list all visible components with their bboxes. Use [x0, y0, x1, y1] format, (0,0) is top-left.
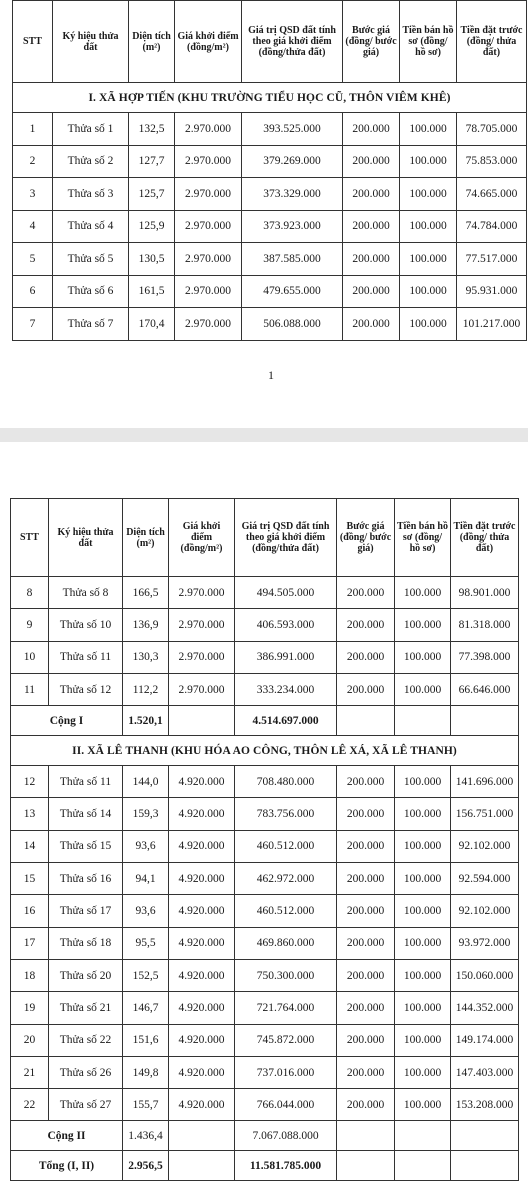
cell-tien-dat-truoc: 141.696.000: [451, 766, 519, 798]
cell-gia-khoi-diem: 2.970.000: [175, 308, 242, 341]
cell-stt: 14: [11, 830, 49, 862]
cell-tien-ban-ho-so: 100.000: [395, 577, 451, 609]
cell-tien-dat-truoc: 78.705.000: [457, 113, 527, 146]
cell-stt: 11: [11, 673, 49, 705]
cell-gia-khoi-diem: 4.920.000: [169, 927, 235, 959]
cell-buoc-gia: 200.000: [343, 178, 400, 211]
cell-tien-dat-truoc: 98.901.000: [451, 577, 519, 609]
cell-tien-ban-ho-so: 100.000: [400, 178, 457, 211]
land-auction-table-page-2: [10, 498, 519, 1181]
cell-dien-tich: 152,5: [123, 959, 169, 991]
cell-gia-khoi-diem: 2.970.000: [169, 673, 235, 705]
cell-tien-dat-truoc: 92.102.000: [451, 830, 519, 862]
cell-gia-khoi-diem: 2.970.000: [175, 275, 242, 308]
cell-buoc-gia: 200.000: [337, 895, 395, 927]
cell-gia-khoi-diem: 4.920.000: [169, 959, 235, 991]
table-row: [13, 178, 527, 211]
cell-ky-hieu: Thửa số 6: [53, 275, 129, 308]
table-row: [11, 959, 519, 991]
cell-tien-dat-truoc: 144.352.000: [451, 992, 519, 1024]
cell-gia-khoi-diem: 2.970.000: [175, 145, 242, 178]
cell-buoc-gia: 200.000: [337, 1024, 395, 1056]
section-title: II. XÃ LÊ THANH (KHU HÓA AO CÔNG, THÔN LÊ XÁ, XÃ LÊ THANH): [11, 736, 519, 766]
cell-stt: 3: [13, 178, 53, 211]
cell-tien-ban-ho-so: 100.000: [395, 798, 451, 830]
header-gia-khoi-diem: Giá khởi điểm (đồng/m²): [169, 499, 235, 577]
cell-tien-ban-ho-so: 100.000: [395, 766, 451, 798]
cell-dien-tich: 132,5: [129, 113, 175, 146]
cell-tien-ban-ho-so: 100.000: [395, 895, 451, 927]
table-body-page-1: [13, 113, 527, 341]
cell-stt: 18: [11, 959, 49, 991]
cell-gia-khoi-diem: 2.970.000: [169, 577, 235, 609]
cell-gia-tri-qsd: 479.655.000: [242, 275, 343, 308]
cell-buoc-gia: 200.000: [337, 1089, 395, 1121]
cell-gia-khoi-diem: 4.920.000: [169, 1089, 235, 1121]
cell-gia-tri-qsd: 333.234.000: [235, 673, 337, 705]
cell-stt: 8: [11, 577, 49, 609]
cell-dien-tich: 149,8: [123, 1056, 169, 1088]
table-row: [11, 1089, 519, 1121]
section-row-le-thanh: [11, 736, 519, 766]
cell-gia-tri-qsd: 387.585.000: [242, 243, 343, 276]
cell-tien-dat-truoc: 92.594.000: [451, 863, 519, 895]
cell-stt: 16: [11, 895, 49, 927]
empty-cell: [395, 706, 451, 736]
table-row: [11, 863, 519, 895]
table-row: [11, 766, 519, 798]
cell-gia-tri-qsd: 708.480.000: [235, 766, 337, 798]
section-row-hop-tien: [13, 83, 527, 113]
header-stt: STT: [13, 1, 53, 83]
cell-ky-hieu: Thửa số 18: [49, 927, 123, 959]
cell-buoc-gia: 200.000: [337, 798, 395, 830]
subtotal-2-value: 7.067.088.000: [235, 1121, 337, 1151]
table-header-row: [13, 1, 527, 83]
cell-tien-dat-truoc: 93.972.000: [451, 927, 519, 959]
table-row: [11, 673, 519, 705]
cell-stt: 20: [11, 1024, 49, 1056]
cell-tien-dat-truoc: 153.208.000: [451, 1089, 519, 1121]
cell-gia-tri-qsd: 494.505.000: [235, 577, 337, 609]
cell-tien-ban-ho-so: 100.000: [400, 243, 457, 276]
cell-buoc-gia: 200.000: [343, 275, 400, 308]
cell-ky-hieu: Thửa số 27: [49, 1089, 123, 1121]
subtotal-2-label: Cộng II: [11, 1121, 123, 1151]
cell-gia-khoi-diem: 2.970.000: [175, 113, 242, 146]
cell-dien-tich: 166,5: [123, 577, 169, 609]
table-body-section-1: [11, 577, 519, 706]
cell-gia-khoi-diem: 4.920.000: [169, 1056, 235, 1088]
cell-buoc-gia: 200.000: [337, 830, 395, 862]
section-title: I. XÃ HỢP TIẾN (KHU TRƯỜNG TIỂU HỌC CŨ, THÔN VIÊM KHÊ): [13, 83, 527, 113]
cell-ky-hieu: Thửa số 16: [49, 863, 123, 895]
subtotal-2-area: 1.436,4: [123, 1121, 169, 1151]
header-ky-hieu: Ký hiệu thửa đất: [53, 1, 129, 83]
cell-tien-ban-ho-so: 100.000: [400, 145, 457, 178]
cell-ky-hieu: Thửa số 7: [53, 308, 129, 341]
cell-buoc-gia: 200.000: [343, 145, 400, 178]
cell-gia-khoi-diem: 4.920.000: [169, 992, 235, 1024]
cell-dien-tich: 93,6: [123, 830, 169, 862]
cell-ky-hieu: Thửa số 1: [53, 113, 129, 146]
cell-tien-ban-ho-so: 100.000: [400, 308, 457, 341]
cell-tien-dat-truoc: 81.318.000: [451, 609, 519, 641]
cell-tien-dat-truoc: 77.398.000: [451, 641, 519, 673]
header-gia-tri-qsd: Giá trị QSD đất tính theo giá khởi điểm (đồng/thửa đất): [235, 499, 337, 577]
cell-ky-hieu: Thửa số 15: [49, 830, 123, 862]
land-auction-table-page-1: [12, 0, 527, 341]
cell-ky-hieu: Thửa số 17: [49, 895, 123, 927]
cell-gia-khoi-diem: 2.970.000: [175, 243, 242, 276]
cell-dien-tich: 155,7: [123, 1089, 169, 1121]
table-row: [13, 145, 527, 178]
cell-gia-khoi-diem: 2.970.000: [175, 178, 242, 211]
cell-dien-tich: 144,0: [123, 766, 169, 798]
table-row: [13, 243, 527, 276]
table-row: [13, 275, 527, 308]
cell-gia-tri-qsd: 386.991.000: [235, 641, 337, 673]
cell-ky-hieu: Thửa số 11: [49, 766, 123, 798]
cell-ky-hieu: Thửa số 11: [49, 641, 123, 673]
table-row: [11, 927, 519, 959]
empty-cell: [337, 706, 395, 736]
cell-ky-hieu: Thửa số 5: [53, 243, 129, 276]
cell-tien-dat-truoc: 147.403.000: [451, 1056, 519, 1088]
cell-tien-dat-truoc: 74.665.000: [457, 178, 527, 211]
cell-tien-dat-truoc: 77.517.000: [457, 243, 527, 276]
table-row: [13, 210, 527, 243]
cell-stt: 22: [11, 1089, 49, 1121]
table-row: [13, 113, 527, 146]
header-dien-tich: Diện tích (m²): [123, 499, 169, 577]
cell-gia-tri-qsd: 506.088.000: [242, 308, 343, 341]
cell-gia-tri-qsd: 393.525.000: [242, 113, 343, 146]
cell-dien-tich: 170,4: [129, 308, 175, 341]
table-row: [11, 1056, 519, 1088]
cell-stt: 13: [11, 798, 49, 830]
grand-total-label: Tổng (I, II): [11, 1151, 123, 1181]
cell-ky-hieu: Thửa số 8: [49, 577, 123, 609]
grand-total-row: [11, 1151, 519, 1181]
cell-stt: 12: [11, 766, 49, 798]
cell-gia-tri-qsd: 469.860.000: [235, 927, 337, 959]
table-row: [11, 609, 519, 641]
cell-tien-dat-truoc: 150.060.000: [451, 959, 519, 991]
table-row: [11, 641, 519, 673]
cell-gia-tri-qsd: 745.872.000: [235, 1024, 337, 1056]
cell-tien-ban-ho-so: 100.000: [400, 275, 457, 308]
subtotal-row-1: [11, 706, 519, 736]
cell-ky-hieu: Thửa số 14: [49, 798, 123, 830]
cell-buoc-gia: 200.000: [343, 113, 400, 146]
empty-cell: [451, 706, 519, 736]
header-tien-dat-truoc: Tiền đặt trước (đồng/ thửa đất): [451, 499, 519, 577]
cell-tien-dat-truoc: 74.784.000: [457, 210, 527, 243]
header-gia-khoi-diem: Giá khởi điểm (đồng/m²): [175, 1, 242, 83]
cell-ky-hieu: Thửa số 2: [53, 145, 129, 178]
cell-gia-khoi-diem: 4.920.000: [169, 830, 235, 862]
cell-tien-ban-ho-so: 100.000: [395, 641, 451, 673]
cell-buoc-gia: 200.000: [337, 609, 395, 641]
cell-dien-tich: 112,2: [123, 673, 169, 705]
table-row: [11, 577, 519, 609]
subtotal-1-value: 4.514.697.000: [235, 706, 337, 736]
table-row: [11, 992, 519, 1024]
table-row: [11, 830, 519, 862]
cell-gia-khoi-diem: 4.920.000: [169, 895, 235, 927]
cell-stt: 6: [13, 275, 53, 308]
cell-tien-dat-truoc: 101.217.000: [457, 308, 527, 341]
cell-gia-khoi-diem: 4.920.000: [169, 798, 235, 830]
header-buoc-gia: Bước giá (đồng/ bước giá): [337, 499, 395, 577]
cell-gia-tri-qsd: 373.329.000: [242, 178, 343, 211]
cell-gia-tri-qsd: 460.512.000: [235, 830, 337, 862]
empty-cell: [337, 1121, 395, 1151]
cell-tien-ban-ho-so: 100.000: [395, 830, 451, 862]
cell-buoc-gia: 200.000: [337, 992, 395, 1024]
header-ky-hieu: Ký hiệu thửa đất: [49, 499, 123, 577]
cell-tien-dat-truoc: 75.853.000: [457, 145, 527, 178]
cell-buoc-gia: 200.000: [337, 927, 395, 959]
cell-ky-hieu: Thửa số 21: [49, 992, 123, 1024]
cell-gia-tri-qsd: 737.016.000: [235, 1056, 337, 1088]
cell-buoc-gia: 200.000: [343, 210, 400, 243]
cell-buoc-gia: 200.000: [337, 577, 395, 609]
header-gia-tri-qsd: Giá trị QSD đất tính theo giá khởi điểm (đồng/thửa đất): [242, 1, 343, 83]
empty-cell: [395, 1121, 451, 1151]
cell-tien-dat-truoc: 92.102.000: [451, 895, 519, 927]
table-header-row: [11, 499, 519, 577]
empty-cell: [451, 1121, 519, 1151]
cell-tien-ban-ho-so: 100.000: [400, 113, 457, 146]
cell-stt: 7: [13, 308, 53, 341]
table-row: [13, 308, 527, 341]
cell-gia-khoi-diem: 4.920.000: [169, 766, 235, 798]
cell-tien-ban-ho-so: 100.000: [395, 1056, 451, 1088]
document-page-1: [0, 0, 528, 400]
cell-buoc-gia: 200.000: [343, 308, 400, 341]
cell-dien-tich: 161,5: [129, 275, 175, 308]
cell-gia-tri-qsd: 462.972.000: [235, 863, 337, 895]
cell-ky-hieu: Thửa số 22: [49, 1024, 123, 1056]
cell-dien-tich: 93,6: [123, 895, 169, 927]
cell-tien-dat-truoc: 149.174.000: [451, 1024, 519, 1056]
page-separator: [0, 428, 528, 442]
cell-ky-hieu: Thửa số 4: [53, 210, 129, 243]
cell-stt: 9: [11, 609, 49, 641]
cell-gia-tri-qsd: 460.512.000: [235, 895, 337, 927]
cell-gia-khoi-diem: 2.970.000: [175, 210, 242, 243]
grand-total-area: 2.956,5: [123, 1151, 169, 1181]
cell-buoc-gia: 200.000: [343, 243, 400, 276]
header-dien-tich: Diện tích (m²): [129, 1, 175, 83]
header-tien-dat-truoc: Tiền đặt trước (đồng/ thửa đất): [457, 1, 527, 83]
cell-stt: 4: [13, 210, 53, 243]
cell-dien-tich: 146,7: [123, 992, 169, 1024]
cell-ky-hieu: Thửa số 10: [49, 609, 123, 641]
table-row: [11, 1024, 519, 1056]
empty-cell: [169, 1121, 235, 1151]
grand-total-value: 11.581.785.000: [235, 1151, 337, 1181]
cell-buoc-gia: 200.000: [337, 673, 395, 705]
cell-buoc-gia: 200.000: [337, 641, 395, 673]
cell-tien-ban-ho-so: 100.000: [395, 1024, 451, 1056]
table-body-section-2: [11, 766, 519, 1121]
cell-gia-khoi-diem: 4.920.000: [169, 1024, 235, 1056]
cell-dien-tich: 125,7: [129, 178, 175, 211]
cell-buoc-gia: 200.000: [337, 1056, 395, 1088]
empty-cell: [395, 1151, 451, 1181]
cell-dien-tich: 130,5: [129, 243, 175, 276]
cell-dien-tich: 136,9: [123, 609, 169, 641]
cell-stt: 2: [13, 145, 53, 178]
cell-gia-tri-qsd: 721.764.000: [235, 992, 337, 1024]
cell-stt: 17: [11, 927, 49, 959]
header-stt: STT: [11, 499, 49, 577]
cell-tien-dat-truoc: 95.931.000: [457, 275, 527, 308]
page-number: 1: [268, 368, 274, 382]
cell-tien-ban-ho-so: 100.000: [395, 673, 451, 705]
empty-cell: [337, 1151, 395, 1181]
cell-buoc-gia: 200.000: [337, 766, 395, 798]
cell-gia-khoi-diem: 4.920.000: [169, 863, 235, 895]
empty-cell: [451, 1151, 519, 1181]
cell-dien-tich: 95,5: [123, 927, 169, 959]
cell-tien-ban-ho-so: 100.000: [395, 609, 451, 641]
header-tien-ban-ho-so: Tiền bán hồ sơ (đồng/ hồ sơ): [395, 499, 451, 577]
subtotal-1-area: 1.520,1: [123, 706, 169, 736]
cell-gia-tri-qsd: 766.044.000: [235, 1089, 337, 1121]
cell-stt: 19: [11, 992, 49, 1024]
cell-ky-hieu: Thửa số 3: [53, 178, 129, 211]
cell-ky-hieu: Thửa số 20: [49, 959, 123, 991]
cell-stt: 15: [11, 863, 49, 895]
empty-cell: [169, 706, 235, 736]
cell-tien-dat-truoc: 156.751.000: [451, 798, 519, 830]
cell-gia-tri-qsd: 406.593.000: [235, 609, 337, 641]
cell-dien-tich: 130,3: [123, 641, 169, 673]
header-buoc-gia: Bước giá (đồng/ bước giá): [343, 1, 400, 83]
table-row: [11, 895, 519, 927]
cell-stt: 1: [13, 113, 53, 146]
cell-stt: 5: [13, 243, 53, 276]
cell-dien-tich: 159,3: [123, 798, 169, 830]
cell-gia-khoi-diem: 2.970.000: [169, 641, 235, 673]
cell-dien-tich: 94,1: [123, 863, 169, 895]
cell-gia-tri-qsd: 379.269.000: [242, 145, 343, 178]
cell-dien-tich: 125,9: [129, 210, 175, 243]
cell-gia-tri-qsd: 373.923.000: [242, 210, 343, 243]
cell-dien-tich: 151,6: [123, 1024, 169, 1056]
empty-cell: [169, 1151, 235, 1181]
cell-ky-hieu: Thửa số 26: [49, 1056, 123, 1088]
cell-gia-khoi-diem: 2.970.000: [169, 609, 235, 641]
cell-tien-ban-ho-so: 100.000: [400, 210, 457, 243]
cell-tien-ban-ho-so: 100.000: [395, 1089, 451, 1121]
cell-gia-tri-qsd: 783.756.000: [235, 798, 337, 830]
cell-tien-ban-ho-so: 100.000: [395, 959, 451, 991]
cell-ky-hieu: Thửa số 12: [49, 673, 123, 705]
table-row: [11, 798, 519, 830]
cell-tien-dat-truoc: 66.646.000: [451, 673, 519, 705]
cell-dien-tich: 127,7: [129, 145, 175, 178]
cell-stt: 10: [11, 641, 49, 673]
cell-buoc-gia: 200.000: [337, 959, 395, 991]
document-page-2: [0, 442, 528, 1200]
cell-tien-ban-ho-so: 100.000: [395, 863, 451, 895]
cell-tien-ban-ho-so: 100.000: [395, 927, 451, 959]
cell-tien-ban-ho-so: 100.000: [395, 992, 451, 1024]
subtotal-1-label: Cộng I: [11, 706, 123, 736]
cell-stt: 21: [11, 1056, 49, 1088]
cell-gia-tri-qsd: 750.300.000: [235, 959, 337, 991]
subtotal-row-2: [11, 1121, 519, 1151]
header-tien-ban-ho-so: Tiền bán hồ sơ (đồng/ hồ sơ): [400, 1, 457, 83]
cell-buoc-gia: 200.000: [337, 863, 395, 895]
